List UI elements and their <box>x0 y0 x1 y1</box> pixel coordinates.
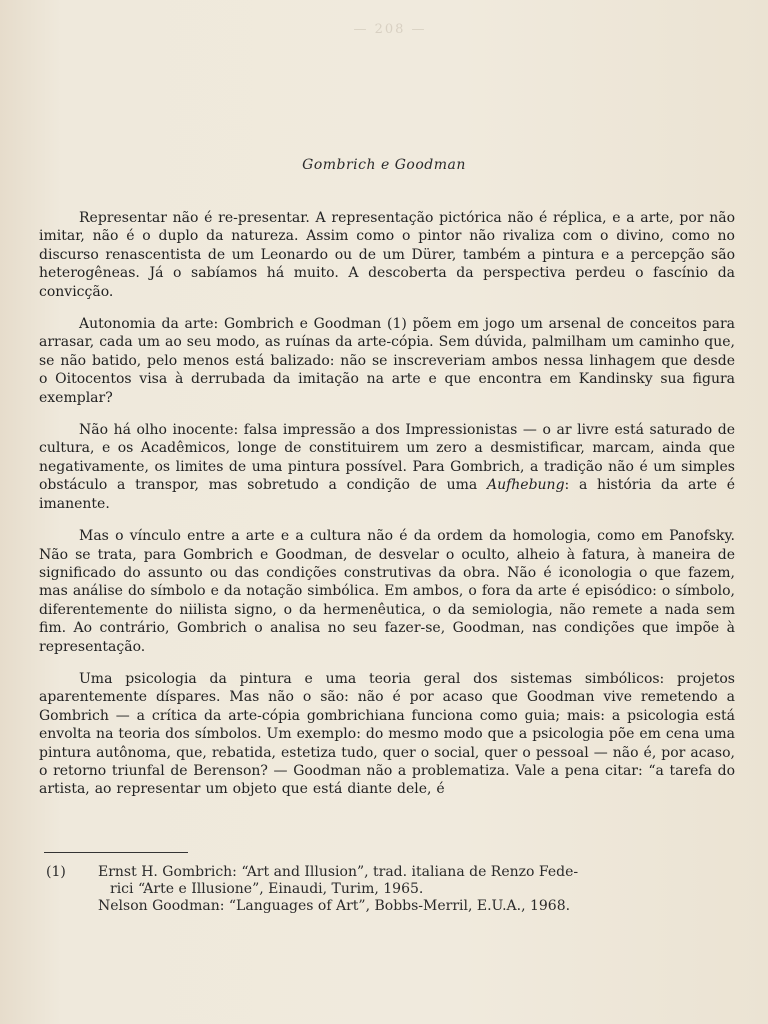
footnote <box>46 864 738 915</box>
italic-term: Aufhebung <box>486 477 565 494</box>
paragraph-1 <box>39 209 735 301</box>
paragraph-text-end: : a história da arte é imanente. <box>39 477 736 512</box>
footnote-marker: (1) <box>46 864 66 880</box>
page-number: — 208 — <box>353 22 427 37</box>
footnote-line: Ernst H. Gombrich: “Art and Illusion”, trad. italiana de Renzo Fede- <box>98 864 579 880</box>
footnote-line: Nelson Goodman: “Languages of Art”, Bobbs-Merril, E.U.A., 1968. <box>98 898 571 914</box>
running-title: Gombrich e Goodman <box>302 157 466 173</box>
paragraph-text: Representar não é re-presentar. A representação pictórica não é réplica, e a arte, por não imitar, não é o duplo da natureza. Assim como o pintor não rivaliza com o divino, como no discurso renascentista de um Leonardo ou de um Dürer, também a pintura e a percepção são heterogêneas. Já o sabíamos há muito. A descoberta da perspectiva perdeu o fascínio da convicção. <box>39 210 735 300</box>
body-text <box>39 209 735 813</box>
paragraph-text: Autonomia da arte: Gombrich e Goodman (1) põem em jogo um arsenal de conceitos para arrasar, cada um ao seu modo, as ruínas da arte-cópia. Sem dúvida, palmilham um caminho que, se não batido, pelo menos está balizado: não se inscreveriam ambos nessa linhagem que desde o Oitocentos visa à derrubada da imitação na arte e que encontra em Kandinsky sua figura exemplar? <box>39 316 735 406</box>
paragraph-3 <box>39 421 735 513</box>
paragraph-2 <box>39 315 735 407</box>
paragraph-4 <box>39 527 735 656</box>
paragraph-text: Não há olho inocente: falsa impressão a dos Impressionistas — o ar livre está saturado de cultura, e os Acadêmicos, longe de constituirem um zero a desmistificar, marcam, ainda que negativamente, os limites de uma pintura possível. Para Gombrich, a tradição não é um simples obstáculo a transpor, mas sobretudo a condição de uma <box>39 422 735 494</box>
footnote-body <box>98 864 738 915</box>
paragraph-text: Uma psicologia da pintura e uma teoria geral dos sistemas simbólicos: projetos aparentemente díspares. Mas não o são: não é por acaso que Goodman vive remetendo a Gombrich — a crítica da arte-cópia gombrichiana funciona como guia; mais: a psicologia está envolta na teoria dos símbolos. Um exemplo: do mesmo modo que a psicologia põe em cena uma pintura autônoma, que, rebatida, estetiza tudo, quer o social, quer o pessoal — não é, por acaso, o retorno triunfal de Berenson? — Goodman não a problematiza. Vale a pena citar: “a tarefa do artista, ao representar um objeto que está diante dele, é <box>39 670 735 798</box>
paragraph-text: Mas o vínculo entre a arte e a cultura não é da ordem da homologia, como em Panofsky. Não se trata, para Gombrich e Goodman, de desvelar o oculto, alheio à fatura, à maneira de significado do assunto ou das condições construtivas da obra. Não é iconologia o que fazem, mas análise do símbolo e da notação simbólica. Em ambos, o fora da arte é episódico: o símbolo, diferentemente do niilista signo, o da hermenêutica, o da semiologia, não remete a nada sem fim. Ao contrário, Gombrich o analisa no seu fazer-se, Goodman, nas condições que impõe à representação. <box>39 528 735 655</box>
footnote-line: rici “Arte e Illusione”, Einaudi, Turim, 1965. <box>110 881 424 897</box>
footnote-rule <box>44 852 188 853</box>
paragraph-5 <box>39 670 735 799</box>
